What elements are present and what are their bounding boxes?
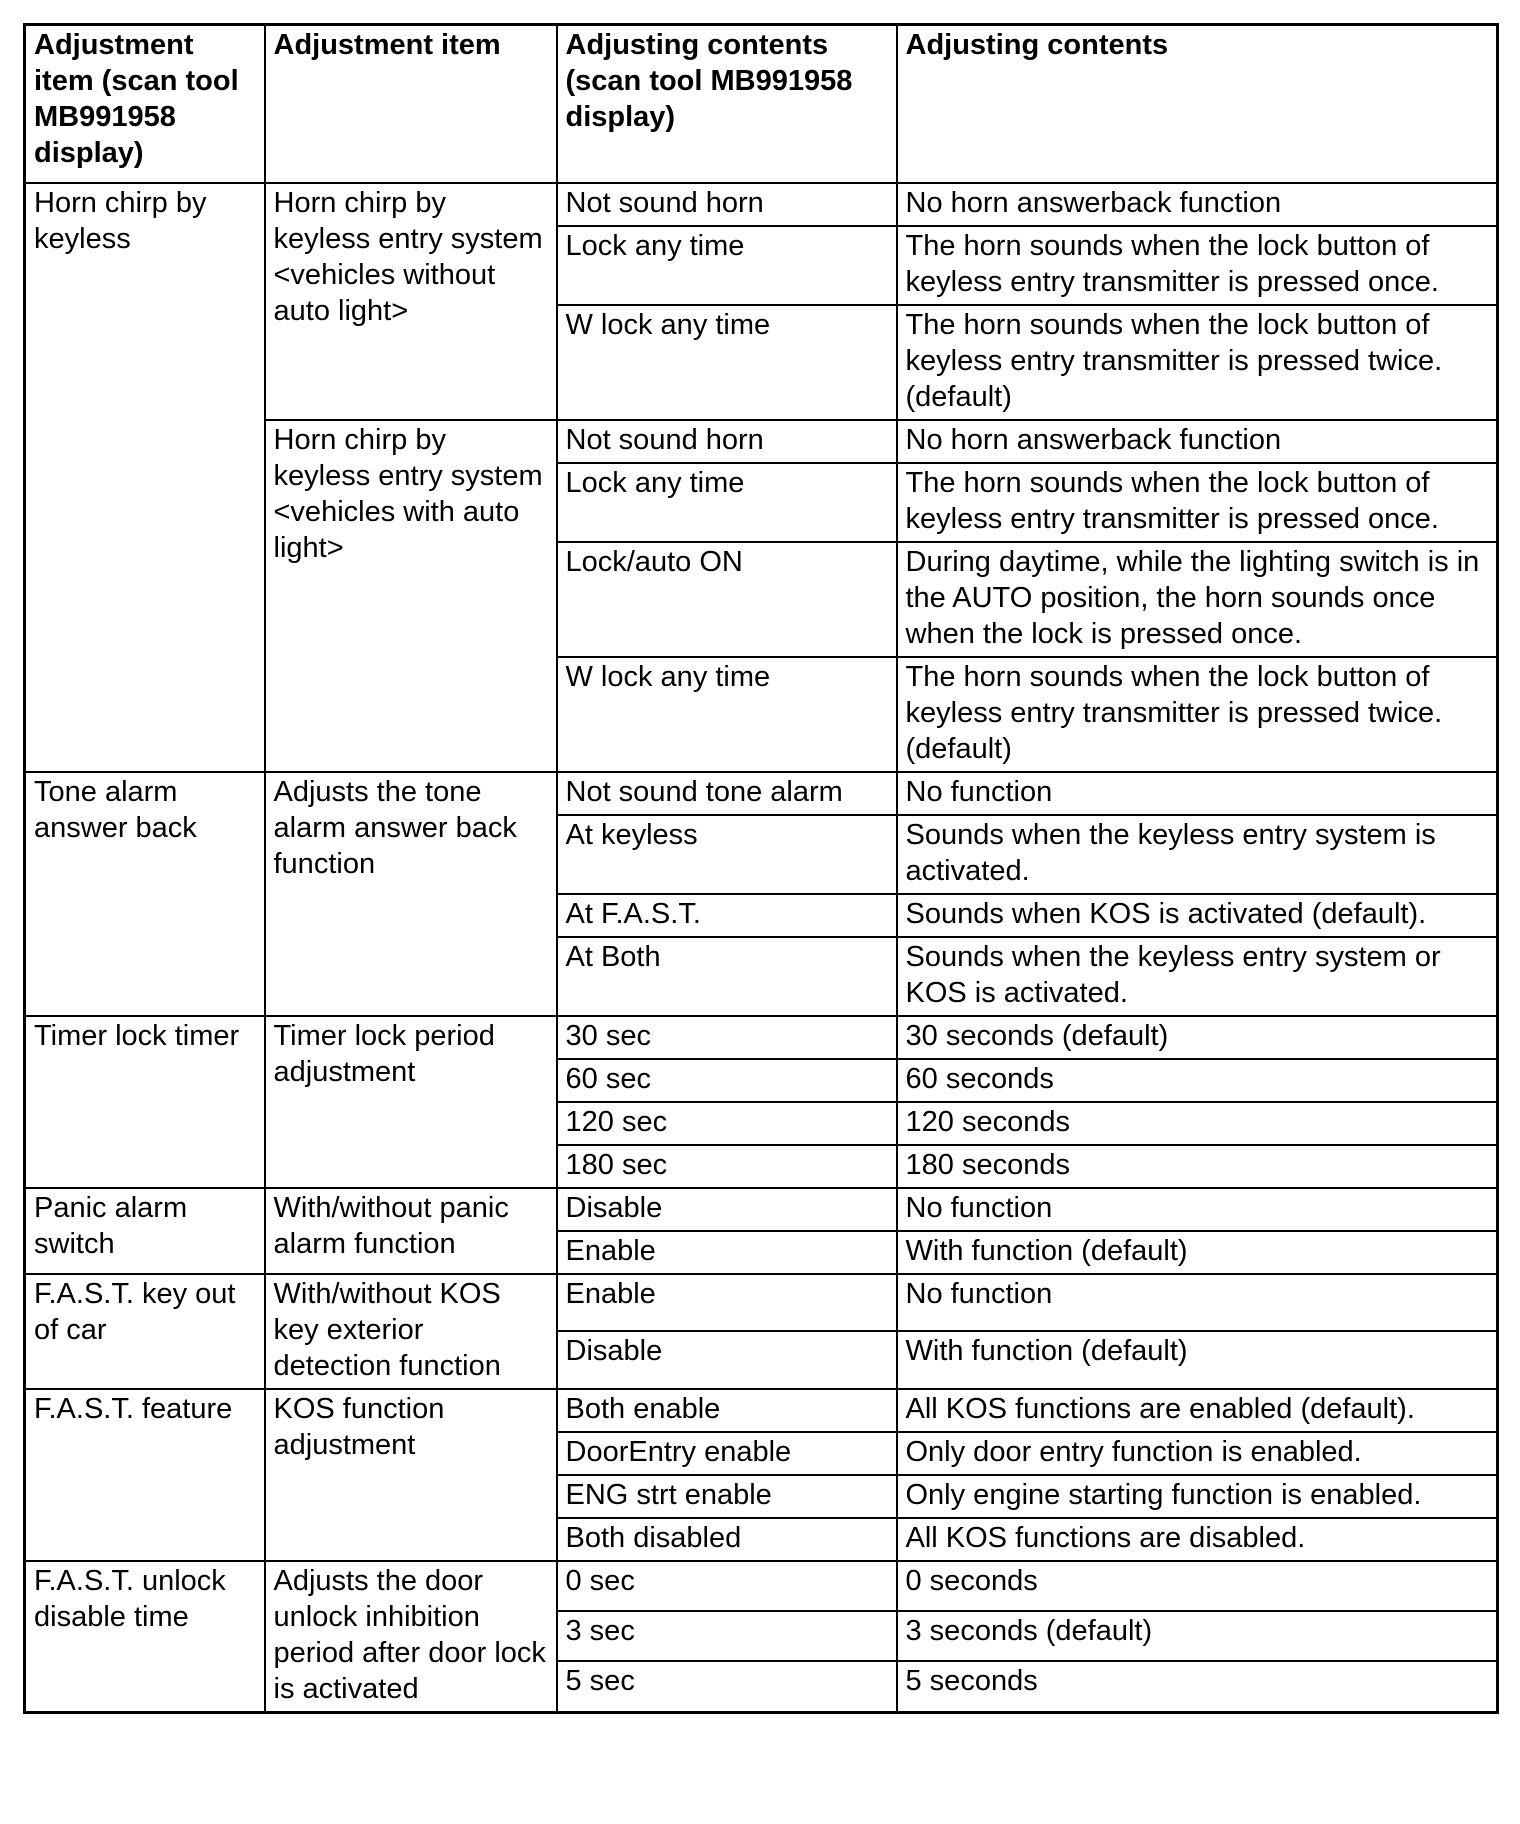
cell-adjusting-contents-display: Disable bbox=[557, 1331, 897, 1389]
cell-adjusting-contents: Sounds when the keyless entry system is activated. bbox=[897, 815, 1498, 894]
cell-adjusting-contents: With function (default) bbox=[897, 1331, 1498, 1389]
cell-adjusting-contents: Only engine starting function is enabled. bbox=[897, 1475, 1498, 1518]
cell-adjusting-contents: The horn sounds when the lock button of keyless entry transmitter is pressed twice. (default) bbox=[897, 657, 1498, 772]
cell-adjustment-item: Timer lock period adjustment bbox=[265, 1016, 557, 1188]
table-row bbox=[25, 1016, 1498, 1059]
table-row bbox=[25, 1188, 1498, 1231]
cell-adjustment-item-display: Timer lock timer bbox=[25, 1016, 265, 1188]
cell-adjusting-contents: 5 seconds bbox=[897, 1661, 1498, 1712]
cell-adjustment-item: With/without panic alarm function bbox=[265, 1188, 557, 1274]
cell-adjusting-contents: 0 seconds bbox=[897, 1561, 1498, 1611]
cell-adjustment-item: Adjusts the door unlock inhibition period after door lock is activated bbox=[265, 1561, 557, 1713]
cell-adjusting-contents: Sounds when the keyless entry system or KOS is activated. bbox=[897, 937, 1498, 1016]
cell-adjustment-item-display: F.A.S.T. unlock disable time bbox=[25, 1561, 265, 1713]
cell-adjusting-contents: During daytime, while the lighting switch is in the AUTO position, the horn sounds once when the lock is pressed once. bbox=[897, 542, 1498, 657]
cell-adjusting-contents-display: 60 sec bbox=[557, 1059, 897, 1102]
cell-adjusting-contents: Sounds when KOS is activated (default). bbox=[897, 894, 1498, 937]
table-header bbox=[25, 25, 1498, 183]
table-body bbox=[25, 183, 1498, 1713]
cell-adjusting-contents: 180 seconds bbox=[897, 1145, 1498, 1188]
cell-adjusting-contents: 30 seconds (default) bbox=[897, 1016, 1498, 1059]
table-row bbox=[25, 183, 1498, 226]
cell-adjusting-contents-display: Both enable bbox=[557, 1389, 897, 1432]
cell-adjusting-contents: The horn sounds when the lock button of keyless entry transmitter is pressed once. bbox=[897, 463, 1498, 542]
header-adjustment-item: Adjustment item bbox=[265, 25, 557, 183]
cell-adjusting-contents-display: Not sound horn bbox=[557, 420, 897, 463]
cell-adjusting-contents-display: 120 sec bbox=[557, 1102, 897, 1145]
cell-adjusting-contents: No function bbox=[897, 1274, 1498, 1332]
cell-adjustment-item: With/without KOS key exterior detection function bbox=[265, 1274, 557, 1389]
header-adjusting-contents: Adjusting contents bbox=[897, 25, 1498, 183]
cell-adjusting-contents-display: Both disabled bbox=[557, 1518, 897, 1561]
table-row bbox=[25, 772, 1498, 815]
cell-adjusting-contents-display: Enable bbox=[557, 1231, 897, 1274]
table-row bbox=[25, 1389, 1498, 1432]
cell-adjusting-contents: No horn answerback function bbox=[897, 183, 1498, 226]
cell-adjustment-item: Adjusts the tone alarm answer back function bbox=[265, 772, 557, 1016]
table-row bbox=[25, 1274, 1498, 1332]
cell-adjusting-contents: All KOS functions are enabled (default). bbox=[897, 1389, 1498, 1432]
cell-adjustment-item: KOS function adjustment bbox=[265, 1389, 557, 1561]
cell-adjusting-contents-display: 3 sec bbox=[557, 1611, 897, 1661]
cell-adjusting-contents-display: Not sound horn bbox=[557, 183, 897, 226]
cell-adjusting-contents-display: At Both bbox=[557, 937, 897, 1016]
cell-adjustment-item: Horn chirp by keyless entry system <vehicles without auto light> bbox=[265, 183, 557, 420]
cell-adjusting-contents: 120 seconds bbox=[897, 1102, 1498, 1145]
cell-adjusting-contents-display: ENG strt enable bbox=[557, 1475, 897, 1518]
cell-adjusting-contents-display: 180 sec bbox=[557, 1145, 897, 1188]
cell-adjusting-contents-display: W lock any time bbox=[557, 305, 897, 420]
cell-adjusting-contents-display: Lock any time bbox=[557, 226, 897, 305]
cell-adjustment-item: Horn chirp by keyless entry system <vehicles with auto light> bbox=[265, 420, 557, 772]
cell-adjusting-contents: The horn sounds when the lock button of keyless entry transmitter is pressed once. bbox=[897, 226, 1498, 305]
cell-adjusting-contents-display: DoorEntry enable bbox=[557, 1432, 897, 1475]
cell-adjusting-contents-display: 0 sec bbox=[557, 1561, 897, 1611]
header-row bbox=[25, 25, 1498, 183]
cell-adjusting-contents-display: At F.A.S.T. bbox=[557, 894, 897, 937]
cell-adjusting-contents-display: 30 sec bbox=[557, 1016, 897, 1059]
cell-adjusting-contents: With function (default) bbox=[897, 1231, 1498, 1274]
cell-adjusting-contents: No function bbox=[897, 1188, 1498, 1231]
cell-adjusting-contents: No function bbox=[897, 772, 1498, 815]
cell-adjusting-contents-display: 5 sec bbox=[557, 1661, 897, 1712]
cell-adjustment-item-display: F.A.S.T. feature bbox=[25, 1389, 265, 1561]
cell-adjustment-item-display: Horn chirp by keyless bbox=[25, 183, 265, 772]
cell-adjustment-item-display: F.A.S.T. key out of car bbox=[25, 1274, 265, 1389]
cell-adjustment-item-display: Panic alarm switch bbox=[25, 1188, 265, 1274]
cell-adjusting-contents: 3 seconds (default) bbox=[897, 1611, 1498, 1661]
cell-adjusting-contents-display: Not sound tone alarm bbox=[557, 772, 897, 815]
cell-adjusting-contents-display: Disable bbox=[557, 1188, 897, 1231]
cell-adjusting-contents: Only door entry function is enabled. bbox=[897, 1432, 1498, 1475]
cell-adjusting-contents: The horn sounds when the lock button of keyless entry transmitter is pressed twice. (default) bbox=[897, 305, 1498, 420]
cell-adjusting-contents: All KOS functions are disabled. bbox=[897, 1518, 1498, 1561]
cell-adjusting-contents-display: At keyless bbox=[557, 815, 897, 894]
adjustment-table bbox=[23, 23, 1499, 1714]
cell-adjustment-item-display: Tone alarm answer back bbox=[25, 772, 265, 1016]
header-adjustment-item-display: Adjustment item (scan tool MB991958 display) bbox=[25, 25, 265, 183]
cell-adjusting-contents-display: Lock any time bbox=[557, 463, 897, 542]
table-row bbox=[25, 1561, 1498, 1611]
cell-adjusting-contents: No horn answerback function bbox=[897, 420, 1498, 463]
cell-adjusting-contents: 60 seconds bbox=[897, 1059, 1498, 1102]
cell-adjusting-contents-display: W lock any time bbox=[557, 657, 897, 772]
cell-adjusting-contents-display: Lock/auto ON bbox=[557, 542, 897, 657]
header-adjusting-contents-display: Adjusting contents (scan tool MB991958 display) bbox=[557, 25, 897, 183]
cell-adjusting-contents-display: Enable bbox=[557, 1274, 897, 1332]
